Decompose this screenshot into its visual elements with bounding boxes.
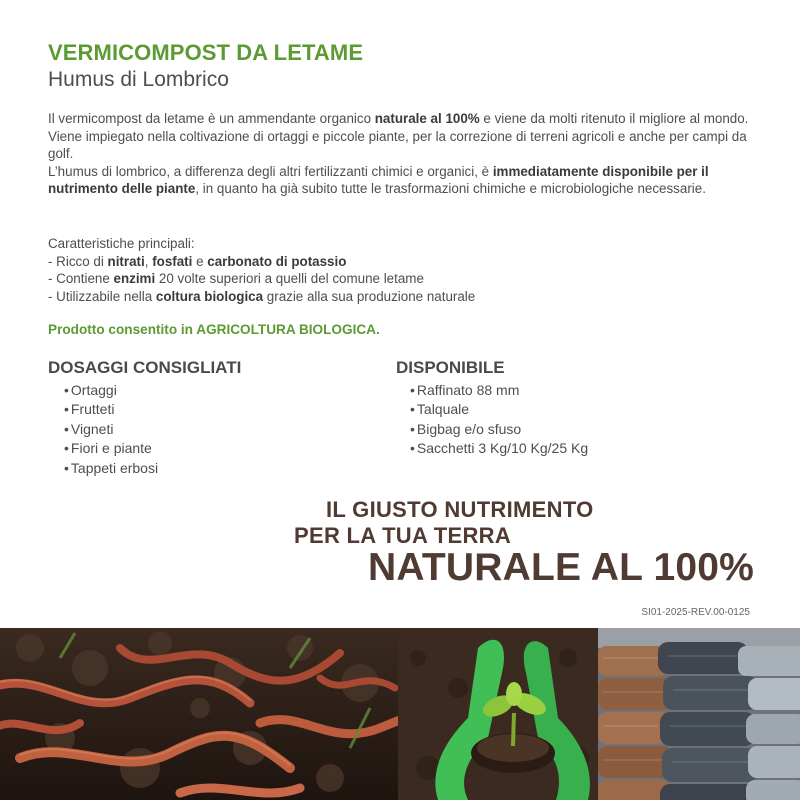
disponibile-item: • Raffinato 88 mm (410, 381, 588, 400)
feature-2-text: - Contiene (48, 271, 114, 287)
dosaggi-item: • Tappeti erbosi (64, 459, 158, 478)
feature-2-text-end: 20 volte superiori a quelli del comune letame (155, 271, 424, 287)
feature-1-and: e (192, 253, 208, 269)
intro-p1-text-end: e viene da molti ritenuto il migliore al mondo. (479, 111, 749, 126)
feature-1-bold-carbonato: carbonato di potassio (207, 253, 347, 269)
feature-item-3 (48, 288, 754, 306)
features-block (48, 235, 754, 305)
dosaggi-item: • Vigneti (64, 420, 158, 439)
intro-paragraph-1 (48, 110, 754, 128)
seedling-photo (398, 628, 598, 800)
feature-1-bold-fosfati: fosfati (152, 253, 193, 269)
page-title: VERMICOMPOST DA LETAME (48, 40, 364, 65)
bags-photo (598, 628, 800, 800)
slogan-line-3: NATURALE AL 100% (368, 546, 755, 589)
bio-note: Prodotto consentito in AGRICOLTURA BIOLOGICA. (48, 322, 380, 337)
earthworms-photo (0, 628, 398, 800)
feature-3-text: - Utilizzabile nella (48, 288, 156, 304)
disponibile-item: • Bigbag e/o sfuso (410, 420, 588, 439)
intro-text (48, 110, 754, 198)
intro-p3-text-end: , in quanto ha già subito tutte le trasformazioni chimiche e microbiologiche necessarie. (195, 181, 706, 197)
disponibile-item: • Sacchetti 3 Kg/10 Kg/25 Kg (410, 439, 588, 458)
feature-1-bold-nitrati: nitrati (107, 253, 145, 269)
intro-p1-text: Il vermicompost da letame è un ammendante organico (48, 111, 375, 126)
intro-p3-bold: immediatamente disponibile per il nutrimento delle piante (48, 163, 709, 197)
feature-1-text: - Ricco di (48, 253, 108, 269)
page-subtitle: Humus di Lombrico (48, 68, 229, 91)
dosaggi-item: • Ortaggi (64, 381, 158, 400)
document-code: SI01-2025-REV.00-0125 (641, 607, 750, 618)
disponibile-item: • Talquale (410, 400, 588, 419)
dosaggi-list (64, 381, 158, 478)
feature-1-sep: , (144, 253, 153, 269)
dosaggi-title: DOSAGGI CONSIGLIATI (48, 358, 242, 377)
feature-item-2 (48, 270, 754, 288)
intro-paragraph-3 (48, 163, 754, 198)
feature-3-text-end: grazie alla sua produzione naturale (263, 288, 476, 304)
slogan-line-2: PER LA TUA TERRA (294, 523, 512, 548)
disponibile-list (410, 381, 588, 459)
features-heading: Caratteristiche principali: (48, 236, 195, 251)
feature-2-bold: enzimi (113, 271, 156, 287)
dosaggi-item: • Fiori e piante (64, 439, 158, 458)
intro-paragraph-2: Viene impiegato nella coltivazione di ortaggi e piccole piante, per la correzione di terreni agricoli e anche per campi da golf. (48, 128, 747, 162)
disponibile-title: DISPONIBILE (396, 358, 505, 377)
dosaggi-item: • Frutteti (64, 400, 158, 419)
feature-3-bold: coltura biologica (155, 288, 264, 304)
intro-p1-bold: naturale al 100% (374, 111, 480, 126)
photo-strip (0, 628, 800, 800)
feature-item-1 (48, 253, 754, 271)
intro-p3-text: L’humus di lombrico, a differenza degli altri fertilizzanti chimici e organici, è (48, 163, 493, 179)
slogan-line-1: IL GIUSTO NUTRIMENTO (326, 497, 594, 522)
